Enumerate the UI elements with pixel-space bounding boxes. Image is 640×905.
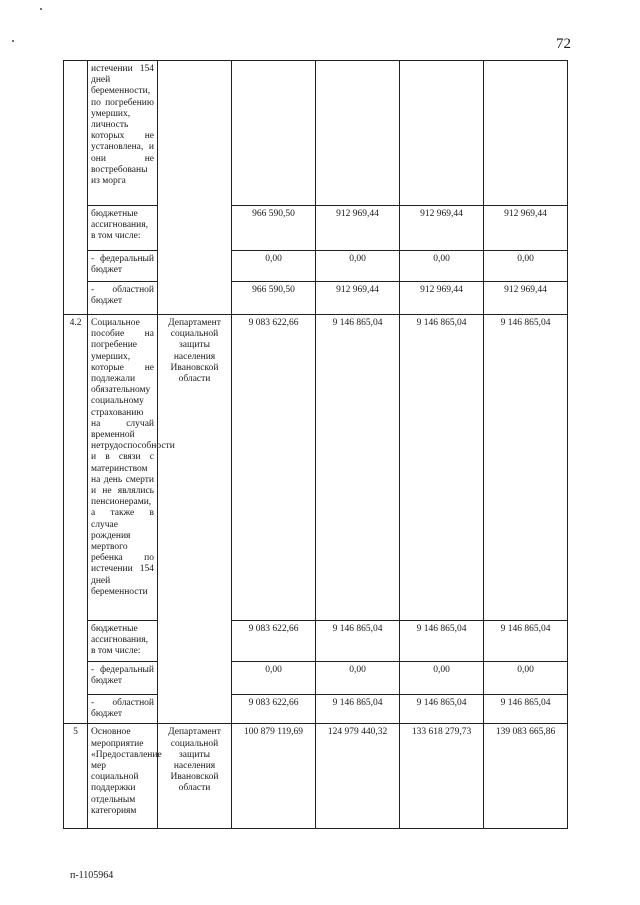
value-cell: 0,00	[232, 251, 316, 282]
table-row	[64, 724, 568, 829]
table-row	[64, 662, 568, 695]
budget-table	[63, 60, 568, 829]
value-cell: 0,00	[316, 662, 400, 695]
value-cell: 0,00	[316, 251, 400, 282]
table-row	[64, 61, 568, 206]
value-cell	[316, 61, 400, 206]
value-cell: 0,00	[484, 662, 568, 695]
description-cell: Социальное пособие на погребение умерших, которые не подлежали обязательному социальному страхованию на случай временной нетрудоспособности и в связи с материнством на день смерти и не являлись пенсионерами, а также в случае рождения мертвого ребенка по истечении 154 дней беременности	[88, 315, 158, 621]
value-cell: 9 146 865,04	[316, 621, 400, 662]
value-cell: 9 083 622,66	[232, 621, 316, 662]
value-cell: 912 969,44	[484, 206, 568, 251]
row-number-cell: 5	[64, 724, 88, 829]
table-row	[64, 206, 568, 251]
value-cell: 0,00	[400, 662, 484, 695]
value-cell: 124 979 440,32	[316, 724, 400, 829]
row-number-cell: 4.2	[64, 315, 88, 724]
table-row	[64, 251, 568, 282]
regional-label-cell: - областной бюджет	[88, 695, 158, 724]
federal-label-cell: - федеральный бюджет	[88, 251, 158, 282]
value-cell	[400, 61, 484, 206]
budget-label-cell: бюджетные ассигнования, в том числе:	[88, 621, 158, 662]
value-cell: 9 146 865,04	[484, 695, 568, 724]
value-cell: 912 969,44	[400, 206, 484, 251]
value-cell: 9 083 622,66	[232, 315, 316, 621]
value-cell: 912 969,44	[316, 282, 400, 315]
table-row	[64, 282, 568, 315]
value-cell: 912 969,44	[316, 206, 400, 251]
value-cell: 0,00	[400, 251, 484, 282]
page-number: 72	[556, 36, 571, 52]
value-cell: 9 083 622,66	[232, 695, 316, 724]
value-cell: 9 146 865,04	[400, 315, 484, 621]
value-cell: 9 146 865,04	[484, 621, 568, 662]
value-cell: 966 590,50	[232, 282, 316, 315]
department-cell: Департамент социальной защиты населения Ивановской области	[158, 724, 232, 829]
value-cell: 912 969,44	[400, 282, 484, 315]
regional-label-cell: - областной бюджет	[88, 282, 158, 315]
federal-label-cell: - федеральный бюджет	[88, 662, 158, 695]
value-cell: 9 146 865,04	[400, 621, 484, 662]
scan-speck	[40, 8, 42, 10]
value-cell: 9 146 865,04	[316, 315, 400, 621]
value-cell: 133 618 279,73	[400, 724, 484, 829]
value-cell: 9 146 865,04	[316, 695, 400, 724]
table-row	[64, 315, 568, 621]
value-cell: 966 590,50	[232, 206, 316, 251]
value-cell: 100 879 119,69	[232, 724, 316, 829]
value-cell: 912 969,44	[484, 282, 568, 315]
description-cell: Основное мероприятие «Предоставление мер социальной поддержки отдельным категориям	[88, 724, 158, 829]
department-cell	[158, 61, 232, 315]
row-number-cell	[64, 61, 88, 315]
department-cell: Департамент социальной защиты населения Ивановской области	[158, 315, 232, 724]
value-cell: 9 146 865,04	[484, 315, 568, 621]
value-cell: 0,00	[484, 251, 568, 282]
budget-label-cell: бюджетные ассигнования, в том числе:	[88, 206, 158, 251]
description-cell: истечении 154 дней беременности, по погребению умерших, личность которых не установлена, и они не востребованы из морга	[88, 61, 158, 206]
document-code: п-1105964	[70, 870, 114, 881]
value-cell	[232, 61, 316, 206]
scan-speck	[12, 40, 14, 42]
value-cell: 9 146 865,04	[400, 695, 484, 724]
value-cell: 0,00	[232, 662, 316, 695]
value-cell: 139 083 665,86	[484, 724, 568, 829]
table-row	[64, 695, 568, 724]
value-cell	[484, 61, 568, 206]
table-row	[64, 621, 568, 662]
